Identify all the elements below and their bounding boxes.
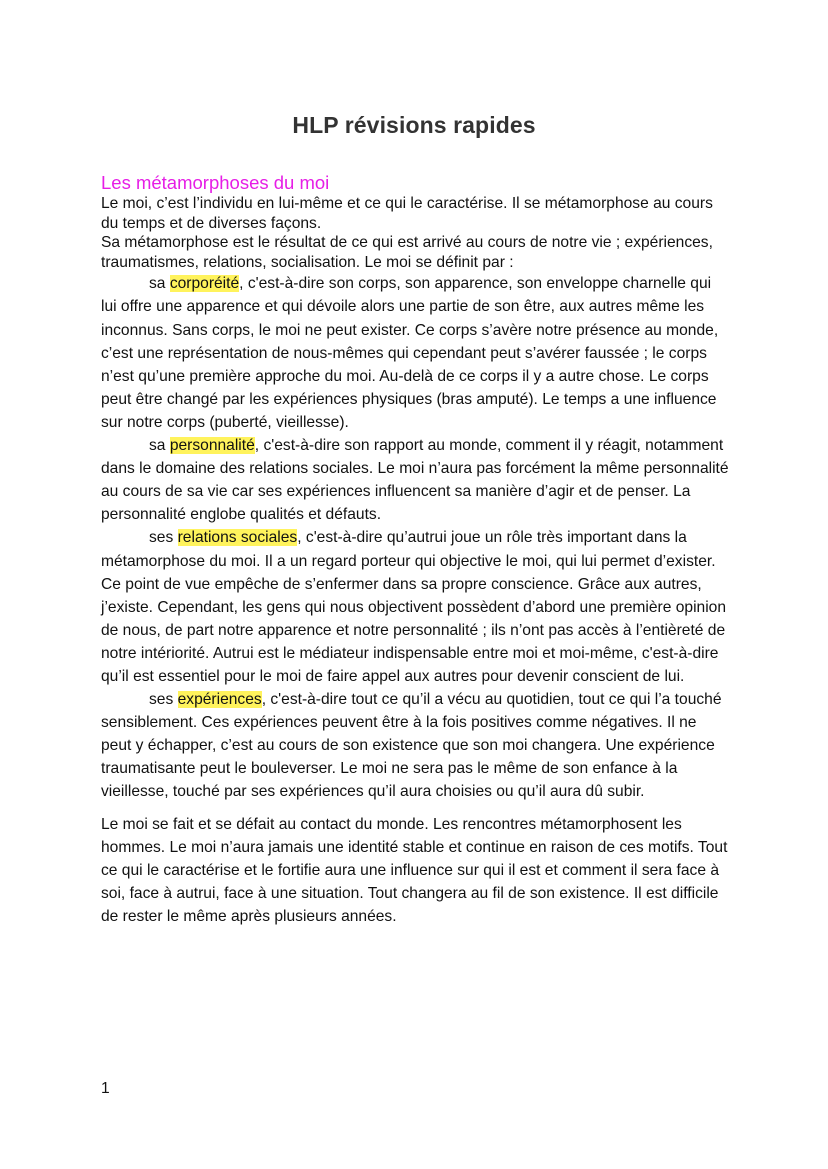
item-prefix: sa xyxy=(149,275,170,293)
item-text: , c'est-à-dire son corps, son apparence, son enveloppe charnelle qui lui offre une apparence et qui dévoile alors une partie de son être, aux autres même les inconnus. Sans corps, le moi ne peut exister. Ce corps s’avère notre présence au monde, c’est une représentation de nous-mêmes qui cependant peut s’avérer faussée ; le corps n’est qu’une première approche du moi. Au-delà de ce corps il y a autre chose. Le corps peut être changé par les expériences physiques (bras amputé). Le temps a une influence sur notre corps (puberté, vieillesse). xyxy=(101,275,719,431)
section-heading: Les métamorphoses du moi xyxy=(101,172,330,193)
highlighted-term: relations sociales xyxy=(177,529,298,547)
highlighted-term: expériences xyxy=(177,691,262,709)
item-text: , c'est-à-dire son rapport au monde, comment il y réagit, notamment dans le domaine des relations sociales. Le moi n’aura pas forcément la même personnalité au cours de sa vie car ses expériences influencent sa manière d’agir et de penser. La personnalité englobe qualités et défauts. xyxy=(101,437,729,524)
document-body xyxy=(101,172,731,928)
item-paragraph-relations-sociales xyxy=(101,526,731,688)
intro-paragraph-1: Le moi, c’est l’individu en lui-même et ce qui le caractérise. Il se métamorphose au cours du temps et de diverses façons. xyxy=(101,195,713,232)
highlighted-term: personnalité xyxy=(169,437,255,455)
intro-paragraph-2: Sa métamorphose est le résultat de ce qui est arrivé au cours de notre vie ; expériences, traumatismes, relations, socialisation. Le moi se définit par : xyxy=(101,234,713,271)
document-title: HLP révisions rapides xyxy=(292,112,536,138)
item-paragraph-personnalite xyxy=(101,434,731,526)
item-text: , c'est-à-dire tout ce qu’il a vécu au quotidien, tout ce qui l’a touché sensiblement. Ces expériences peuvent être à la fois positives comme négatives. Il ne peut y échapper, c’est au cours de son existence que son moi changera. Une expérience traumatisante peut le bouleverser. Le moi ne sera pas le même de son enfance à la vieillesse, touché par ses expériences qu’il aura choisies ou qu’il aura dû subir. xyxy=(101,691,722,801)
item-paragraph-corporeite xyxy=(101,272,731,434)
item-prefix: sa xyxy=(149,437,170,455)
item-paragraph-experiences xyxy=(101,688,731,803)
item-prefix: ses xyxy=(149,691,178,709)
page-number: 1 xyxy=(101,1080,110,1097)
item-text: , c'est-à-dire qu’autrui joue un rôle très important dans la métamorphose du moi. Il a un regard porteur qui objective le moi, qui lui permet d’exister. Ce point de vue empêche de s’enfermer dans sa propre conscience. Grâce aux autres, j’existe. Cependant, les gens qui nous objectivent possèdent d’abord une première opinion de nous, de part notre apparence et notre personnalité ; ils n’ont pas accès à l’entièreté de notre intériorité. Autrui est le médiateur indispensable entre moi et moi-même, c'est-à-dire qu’il est essentiel pour le moi de faire appel aux autres pour devenir conscient de lui. xyxy=(101,529,727,685)
highlighted-term: corporéité xyxy=(169,275,240,293)
conclusion-paragraph: Le moi se fait et se défait au contact du monde. Les rencontres métamorphosent les hommes. Le moi n’aura jamais une identité stable et continue en raison de ces motifs. Tout ce qui le caractérise et le fortifie aura une influence sur qui il est et comment il sera face à soi, face à autrui, face à une situation. Tout changera au fil de son existence. Il est difficile de rester le même après plusieurs années. xyxy=(101,815,728,925)
item-prefix: ses xyxy=(149,529,178,547)
